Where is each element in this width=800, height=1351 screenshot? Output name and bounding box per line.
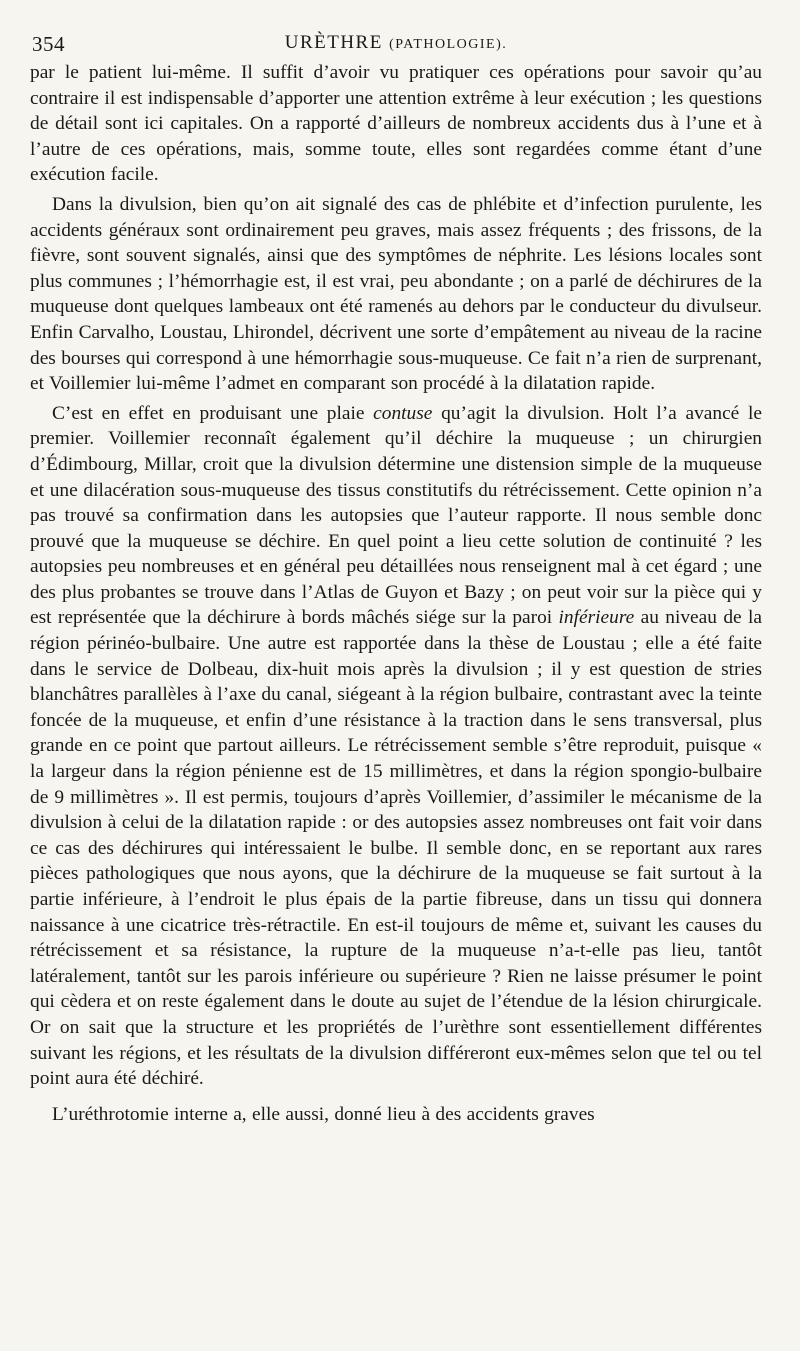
text-run: L’uréthrotomie interne a, elle aussi, donné lieu à des accidents graves xyxy=(52,1103,595,1125)
body-text xyxy=(30,60,762,1127)
running-head xyxy=(30,32,762,54)
italic-run: contuse xyxy=(373,402,433,424)
italic-run: inférieure xyxy=(558,607,635,629)
text-run: qu’agit la divulsion. Holt l’a avancé le premier. Voillemier reconnaît également qu’il déchire la muqueuse ; un chirurgien d’Édimbourg, Millar, croit que la divulsion détermine une distension simple de la muqueuse et une dilacération sous-muqueuse des tissus constitutifs du rétrécissement. Cette opinion n’a pas trouvé sa confirmation dans les autopsies que l’auteur rapporte. Il nous semble donc prouvé que la muqueuse se déchire. En quel point a lieu cette solution de continuité ? les autopsies peu nombreuses et en général peu détaillées nous renseignent mal à cet égard ; une des plus probantes se trouve dans l’Atlas de Guyon et Bazy ; on peut voir sur la pièce qui y est représentée que la déchirure à bords mâchés siége sur la paroi xyxy=(30,402,762,629)
text-run: Dans la divulsion, bien qu’on ait signalé des cas de phlébite et d’infection purulente, les accidents généraux sont ordinairement peu graves, mais assez fréquents ; des frissons, de la fièvre, sont souvent signalés, ainsi que des symptômes de néphrite. Les lésions locales sont plus communes ; l’hémorrhagie est, il est vrai, peu abondante ; on a parlé de déchirures de la muqueuse dont quelques lambeaux ont été ramenés au dehors par le conducteur du divulseur. Enfin Carvalho, Loustau, Lhirondel, décrivent une sorte d’empâtement au niveau de la racine des bourses qui correspond à une hémorrhagie sous-muqueuse. Ce fait n’a rien de surprenant, et Voillemier lui-même l’admet en comparant son procédé à la dilatation rapide. xyxy=(30,193,762,395)
paragraph xyxy=(30,401,762,1092)
text-run: C’est en effet en produisant une plaie xyxy=(52,402,374,424)
page-number: 354 xyxy=(32,32,65,56)
text-run: au niveau de la région périnéo-bulbaire. Une autre est rapportée dans la thèse de Loustau ; elle a été faite dans le service de Dolbeau, dix-huit mois après la divulsion ; il y est question de stries blanchâtres parallèles à l’axe du canal, siégeant à la région bulbaire, contrastant avec la teinte foncée de la muqueuse, et enfin d’une résistance à la traction dans le sens transversal, plus grande en ce point que partout ailleurs. Le rétrécissement semble s’être reproduit, puisque « la largeur dans la région pénienne est de 15 millimètres, et dans la région spongio-bulbaire de 9 millimètres ». Il est permis, toujours d’après Voillemier, d’assimiler le mécanisme de la divulsion à celui de la dilatation rapide : or des autopsies assez nombreuses ont fait voir dans ce cas des déchirures qui intéressaient le bulbe. Il semble donc, en se reportant aux rares pièces pathologiques que nous ayons, que la déchirure de la muqueuse se fait surtout à la partie inférieure, à l’endroit le plus épais de la partie fibreuse, dans un tissu qui donnera naissance à une cicatrice très-rétractile. En est-il toujours de même et, suivant les causes du rétrécissement et sa résistance, la rupture de la muqueuse n’a-t-elle pas lieu, tantôt latéralement, tantôt sur les parois inférieure ou supérieure ? Rien ne laisse présumer le point qui cèdera et on reste également dans le doute au sujet de l’étendue de la lésion chirurgicale. Or on sait que la structure et les propriétés de l’urèthre sont essentiellement différentes suivant les régions, et les résultats de la divulsion différeront eux-mêmes selon que tel ou tel point aura été déchiré. xyxy=(30,607,762,1090)
text-run: par le patient lui-même. Il suffit d’avoir vu pratiquer ces opérations pour savoir qu’au contraire il est indispensable d’apporter une attention extrême à leur exécution ; les questions de détail sont ici capitales. On a rapporté d’ailleurs de nombreux accidents dus à l’une et à l’autre de ces opérations, mais, somme toute, elles sont regardées comme étant d’une exécution facile. xyxy=(30,62,762,186)
paragraph xyxy=(30,60,762,188)
page-header xyxy=(30,28,762,60)
running-subtitle: (PATHOLOGIE). xyxy=(389,37,508,52)
paragraph xyxy=(30,1102,762,1128)
paragraph xyxy=(30,192,762,397)
running-title: URÈTHRE xyxy=(284,32,383,53)
